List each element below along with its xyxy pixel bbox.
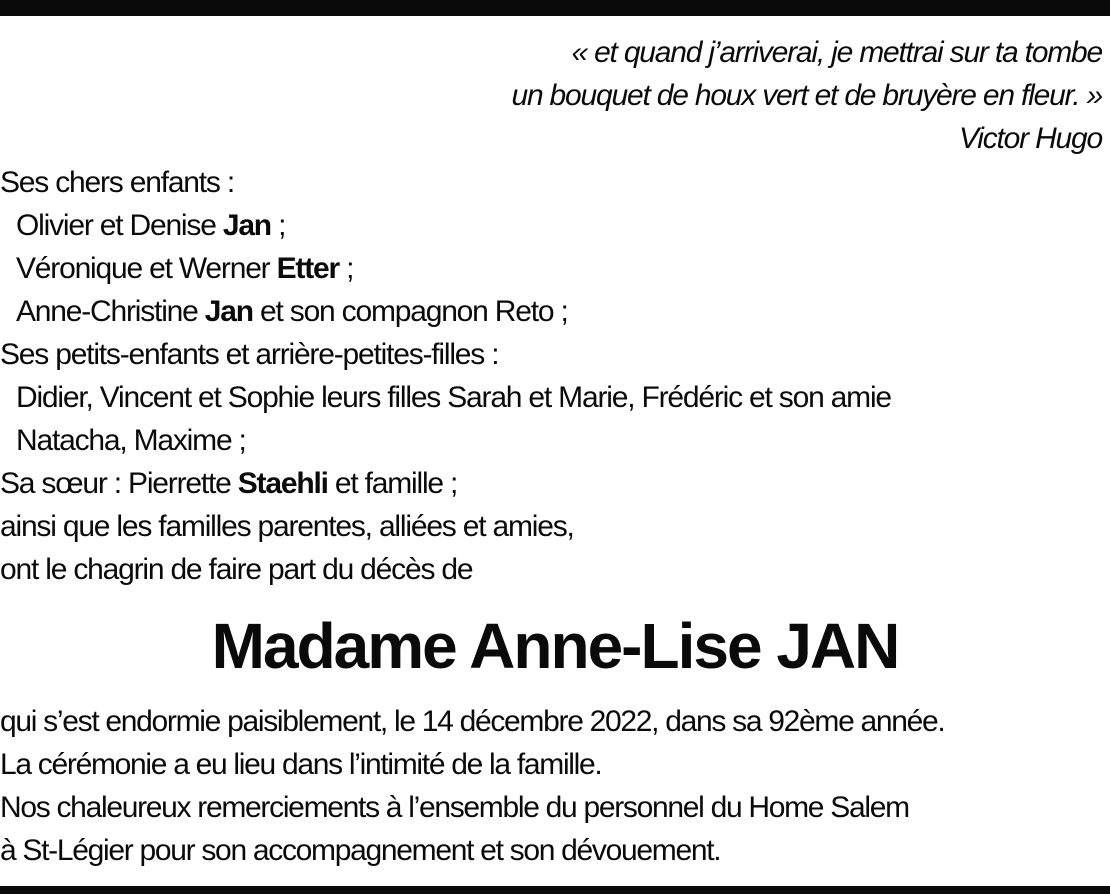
child-line-3: Anne-Christine Jan et son compagnon Reto ; bbox=[16, 295, 568, 328]
surname: Staehli bbox=[237, 467, 328, 500]
deceased-name: Madame Anne-Lise JAN bbox=[211, 610, 899, 682]
child-line-1: Olivier et Denise Jan ; bbox=[16, 209, 286, 242]
family-list bbox=[0, 161, 891, 591]
closing-line-3: Nos chaleureux remerciements à l’ensemble du personnel du Home Salem bbox=[0, 791, 909, 824]
surname: Jan bbox=[204, 295, 253, 328]
epigraph-quote bbox=[511, 31, 1102, 160]
surname: Etter bbox=[276, 252, 339, 285]
children-heading: Ses chers enfants : bbox=[0, 166, 235, 199]
child-line-2: Véronique et Werner Etter ; bbox=[16, 252, 354, 285]
closing-line-2: La cérémonie a eu lieu dans l’intimité de la famille. bbox=[0, 748, 602, 781]
quote-line-2: un bouquet de houx vert et de bruyère en fleur. » bbox=[511, 79, 1102, 112]
surname: Jan bbox=[222, 209, 271, 242]
grandchildren-heading: Ses petits-enfants et arrière-petites-filles : bbox=[0, 338, 499, 371]
bottom-border-rule bbox=[0, 886, 1110, 894]
sister-line: Sa sœur : Pierrette Staehli et famille ; bbox=[0, 467, 458, 500]
grandchildren-line-1: Didier, Vincent et Sophie leurs filles Sarah et Marie, Frédéric et son amie bbox=[16, 381, 891, 414]
closing-line-4: à St-Légier pour son accompagnement et son dévouement. bbox=[0, 834, 721, 867]
top-border-rule bbox=[0, 0, 1110, 16]
quote-author: Victor Hugo bbox=[959, 122, 1102, 155]
closing-text bbox=[0, 700, 944, 872]
announcement-line: ont le chagrin de faire part du décès de bbox=[0, 553, 473, 586]
grandchildren-line-2: Natacha, Maxime ; bbox=[16, 424, 246, 457]
relatives-line: ainsi que les familles parentes, alliées et amies, bbox=[0, 510, 574, 543]
closing-line-1: qui s’est endormie paisiblement, le 14 décembre 2022, dans sa 92ème année. bbox=[0, 705, 945, 738]
quote-line-1: « et quand j’arriverai, je mettrai sur ta tombe bbox=[571, 36, 1102, 69]
